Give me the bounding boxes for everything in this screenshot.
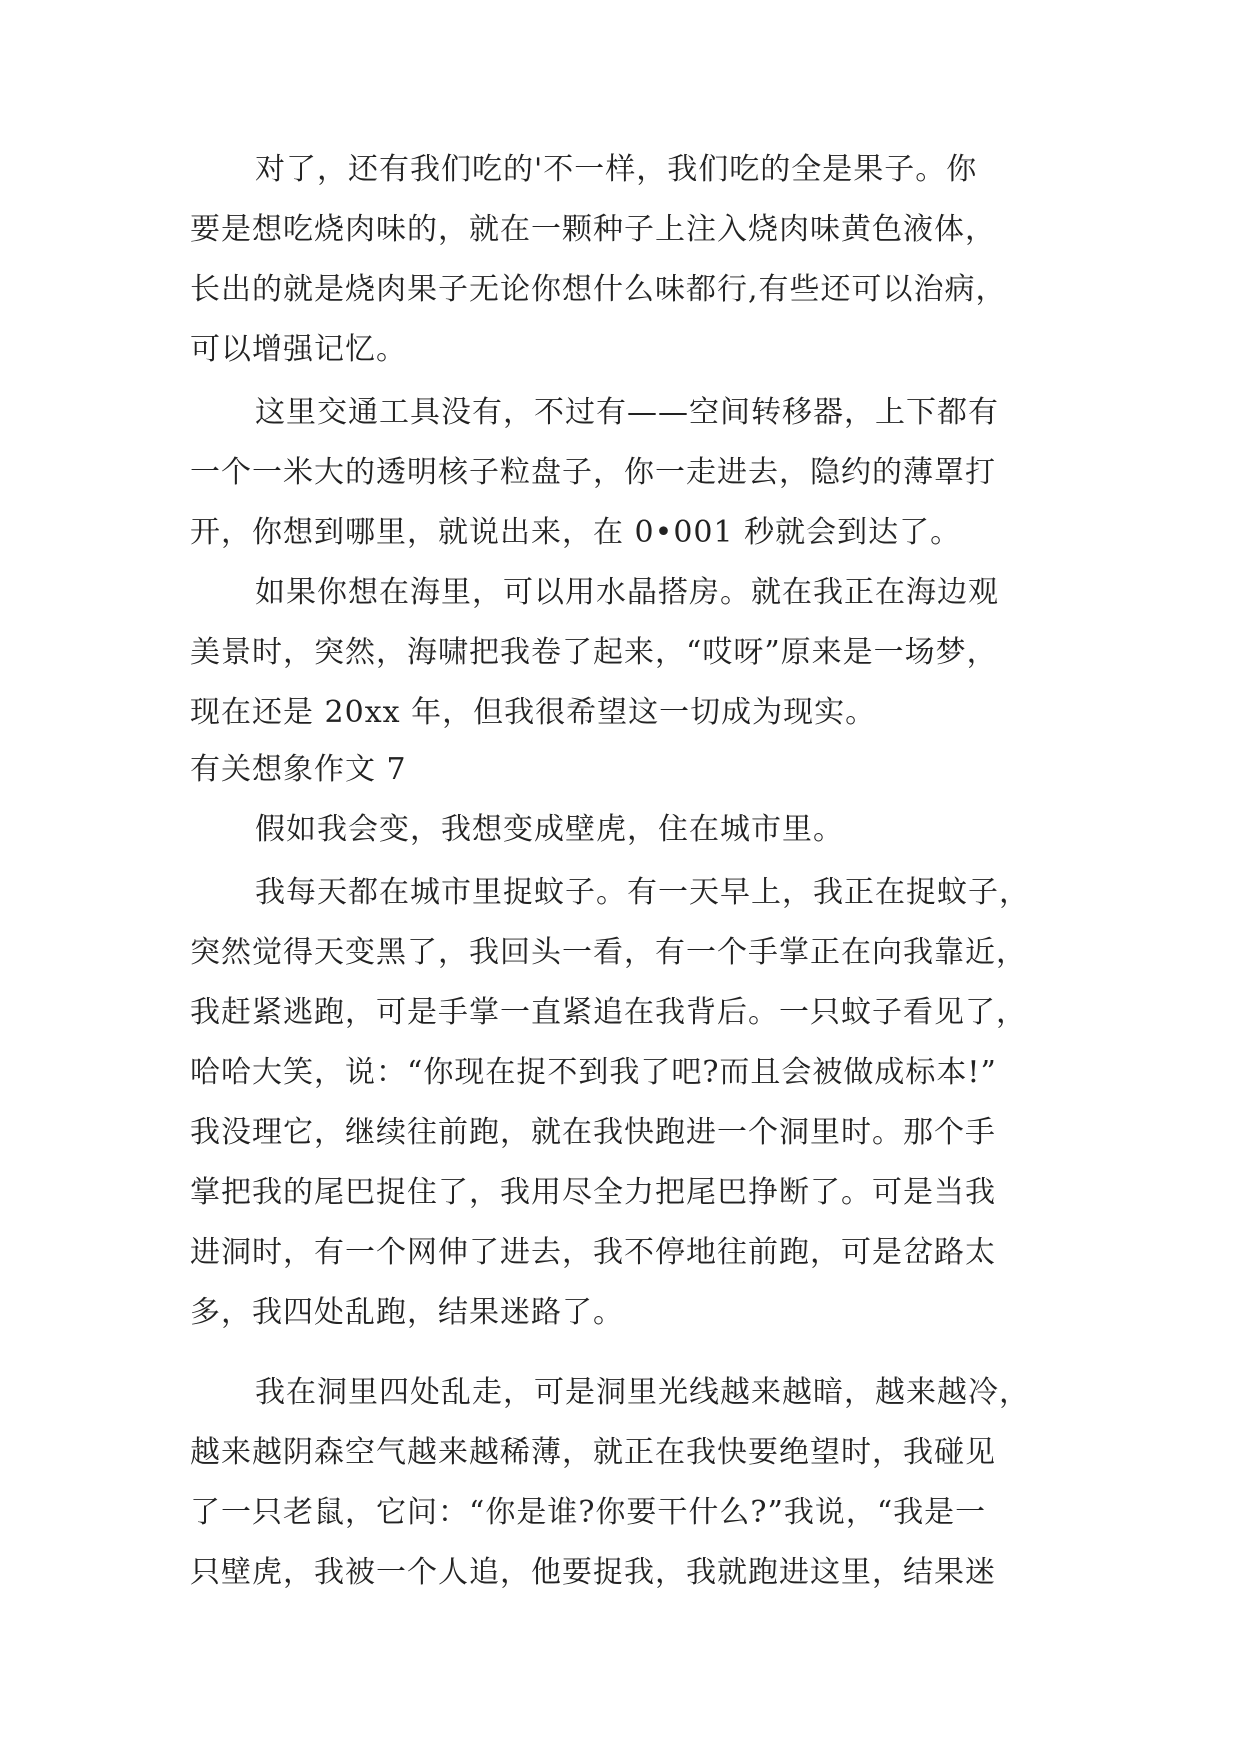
text-line: 可以增强记忆。 bbox=[190, 332, 407, 367]
text-line: 只壁虎，我被一个人追，他要捉我，我就跑进这里，结果迷 bbox=[190, 1555, 996, 1590]
text-line: 了一只老鼠，它问：“你是谁?你要干什么?”我说，“我是一 bbox=[190, 1495, 987, 1530]
section-heading: 有关想象作文 7 bbox=[190, 752, 407, 787]
text-line: 掌把我的尾巴捉住了，我用尽全力把尾巴挣断了。可是当我 bbox=[190, 1175, 996, 1210]
text-line: 我每天都在城市里捉蚊子。有一天早上，我正在捉蚊子， bbox=[255, 875, 1030, 910]
text-line: 越来越阴森空气越来越稀薄，就正在我快要绝望时，我碰见 bbox=[190, 1435, 996, 1470]
text-line: 一个一米大的透明核子粒盘子，你一走进去，隐约的薄罩打 bbox=[190, 455, 996, 490]
text-line: 长出的就是烧肉果子无论你想什么味都行,有些还可以治病， bbox=[190, 272, 1007, 307]
text-line: 这里交通工具没有，不过有——空间转移器，上下都有 bbox=[255, 395, 999, 430]
text-line: 如果你想在海里，可以用水晶搭房。就在我正在海边观 bbox=[255, 575, 999, 610]
text-line: 突然觉得天变黑了，我回头一看，有一个手掌正在向我靠近， bbox=[190, 935, 1027, 970]
text-line: 我在洞里四处乱走，可是洞里光线越来越暗，越来越冷， bbox=[255, 1375, 1030, 1410]
text-line: 现在还是 20xx 年，但我很希望这一切成为现实。 bbox=[190, 695, 877, 730]
text-line: 多，我四处乱跑，结果迷路了。 bbox=[190, 1295, 624, 1330]
text-line: 我赶紧逃跑，可是手掌一直紧追在我背后。一只蚊子看见了， bbox=[190, 995, 1027, 1030]
text-line: 要是想吃烧肉味的，就在一颗种子上注入烧肉味黄色液体， bbox=[190, 212, 996, 247]
text-line: 美景时，突然，海啸把我卷了起来，“哎呀”原来是一场梦， bbox=[190, 635, 998, 670]
text-line: 假如我会变，我想变成壁虎，住在城市里。 bbox=[255, 812, 844, 847]
text-line: 我没理它，继续往前跑，就在我快跑进一个洞里时。那个手 bbox=[190, 1115, 996, 1150]
text-line: 开，你想到哪里，就说出来，在 0•001 秒就会到达了。 bbox=[190, 515, 962, 550]
text-line: 对了，还有我们吃的'不一样，我们吃的全是果子。你 bbox=[255, 152, 978, 187]
text-line: 哈哈大笑，说：“你现在捉不到我了吧?而且会被做成标本!” bbox=[190, 1055, 997, 1090]
text-line: 进洞时，有一个网伸了进去，我不停地往前跑，可是岔路太 bbox=[190, 1235, 996, 1270]
